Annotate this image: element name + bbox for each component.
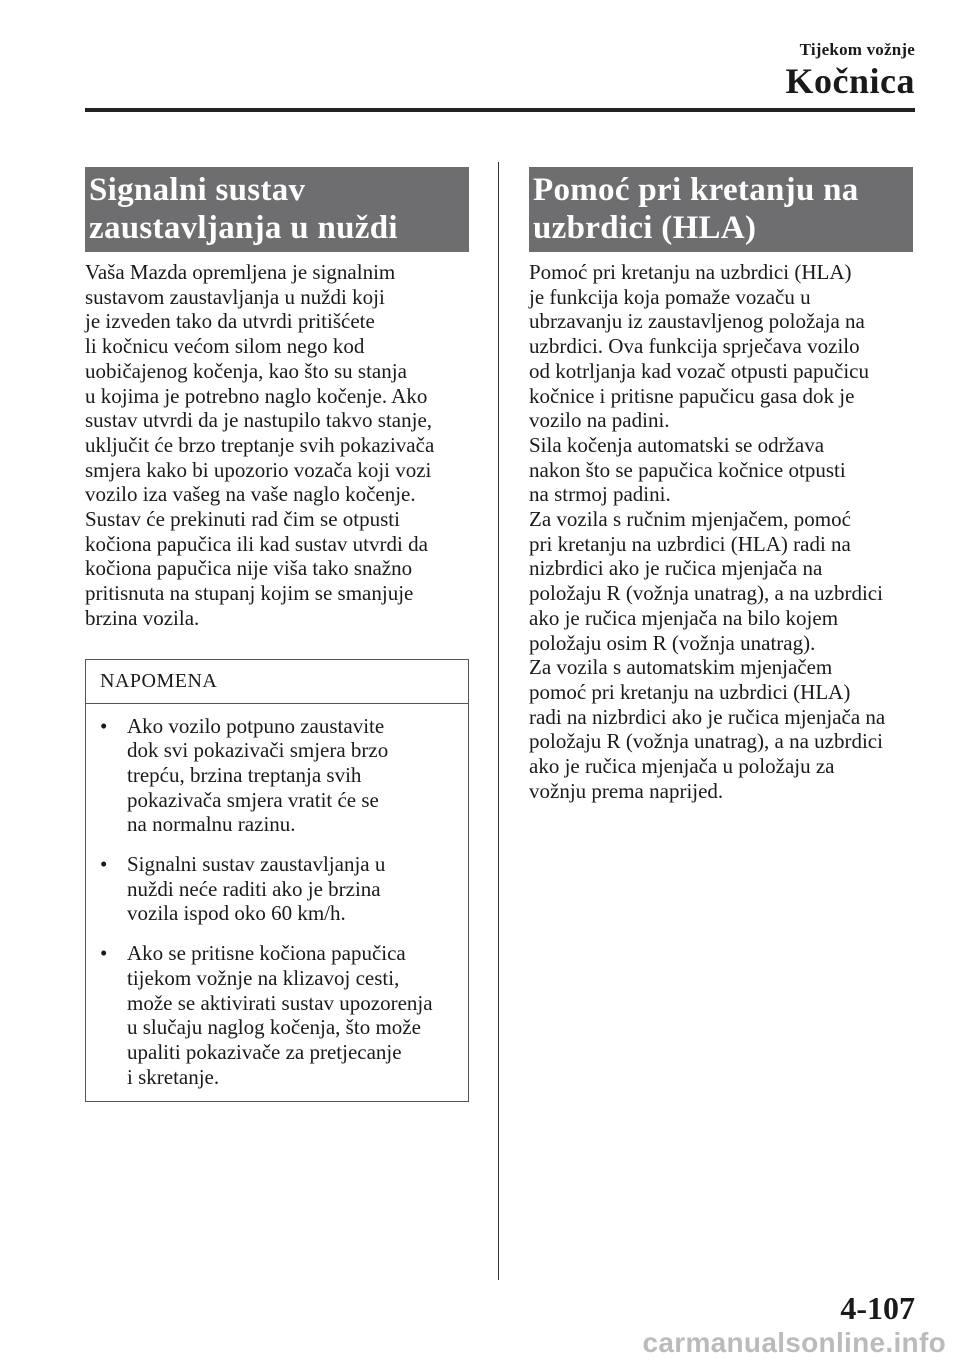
text-line: u kojima je potrebno naglo kočenje. Ako <box>85 383 428 408</box>
bullet-icon: • <box>100 713 108 738</box>
text-line: na normalnu razinu. <box>127 812 296 837</box>
text-line: vozilo na padini. <box>529 408 670 433</box>
note-item-text <box>127 852 454 926</box>
bullet-icon: • <box>100 852 108 877</box>
text-line: vožnju prema naprijed. <box>529 778 724 803</box>
text-line: ako je ručica mjenjača na bilo kojem <box>529 605 839 630</box>
text-line: od kotrljanja kad vozač otpusti papučicu <box>529 358 869 383</box>
section-body-hill-launch-assist <box>529 260 913 803</box>
text-line: nizbrdici ako je ručica mjenjača na <box>529 556 823 581</box>
note-item <box>100 941 454 1089</box>
section-body-emergency-stop-signal <box>85 260 469 631</box>
text-line: položaju R (vožnja unatrag), a na uzbrdici <box>529 581 883 606</box>
text-line: i skretanje. <box>127 1064 220 1089</box>
text-line: uobičajenog kočenja, kao što su stanja <box>85 358 407 383</box>
text-line: kočnice i pritisne papučicu gasa dok je <box>529 383 855 408</box>
text-line: na strmoj padini. <box>529 482 671 507</box>
text-line: kočiona papučica ili kad sustav utvrdi da <box>85 531 428 556</box>
text-line: nakon što se papučica kočnice otpusti <box>529 457 846 482</box>
text-line: pritisnuta na stupanj kojim se smanjuje <box>85 581 414 606</box>
column-divider <box>498 162 499 1280</box>
text-line: sustavom zaustavljanja u nuždi koji <box>85 284 385 309</box>
text-line: uzbrdici. Ova funkcija sprječava vozilo <box>529 334 860 359</box>
text-line: ako je ručica mjenjača u položaju za <box>529 754 835 779</box>
text-line: dok svi pokazivači smjera brzo <box>127 738 389 763</box>
text-line: u slučaju naglog kočenja, što može <box>127 1015 421 1040</box>
note-item <box>100 852 454 926</box>
text-line: je funkcija koja pomaže vozaču u <box>529 284 811 309</box>
right-column <box>529 167 913 803</box>
text-line: Signalni sustav zaustavljanja u <box>127 852 386 877</box>
text-line: trepću, brzina treptanja svih <box>127 762 362 787</box>
note-box <box>85 659 469 1103</box>
heading-line: zaustavljanja u nuždi <box>89 210 398 246</box>
text-line: Sila kočenja automatski se održava <box>529 432 825 457</box>
header-section-label: Tijekom vožnje <box>799 40 915 59</box>
text-line: ubrzavanju iz zaustavljenog položaja na <box>529 309 865 334</box>
text-line: položaju R (vožnja unatrag), a na uzbrdici <box>529 729 883 754</box>
text-line: brzina vozila. <box>85 605 200 630</box>
text-line: upaliti pokazivače za pretjecanje <box>127 1039 402 1064</box>
text-line: Ako se pritisne kočiona papučica <box>127 941 406 966</box>
text-line: je izveden tako da utvrdi pritišćete <box>85 309 375 334</box>
text-line: tijekom vožnje na klizavoj cesti, <box>127 965 400 990</box>
text-line: kočiona papučica nije viša tako snažno <box>85 556 413 581</box>
text-line: li kočnicu većom silom nego kod <box>85 334 365 359</box>
text-line: smjera kako bi upozorio vozača koji vozi <box>85 457 432 482</box>
header-rule <box>85 108 915 112</box>
left-column <box>85 167 469 1102</box>
section-heading-hill-launch-assist <box>529 167 913 252</box>
note-item-text <box>127 941 454 1089</box>
note-title: NAPOMENA <box>86 660 468 704</box>
text-line: položaju osim R (vožnja unatrag). <box>529 630 816 655</box>
text-line: radi na nizbrdici ako je ručica mjenjača na <box>529 704 886 729</box>
text-line: Sustav će prekinuti rad čim se otpusti <box>85 507 400 532</box>
text-line: uključit će brzo treptanje svih pokazivača <box>85 432 435 457</box>
footer-watermark: carmanualsonline.info <box>642 1327 946 1358</box>
bullet-icon: • <box>100 941 108 966</box>
text-line: sustav utvrdi da je nastupilo takvo stanje, <box>85 408 433 433</box>
text-line: Ako vozilo potpuno zaustavite <box>127 713 385 738</box>
note-item <box>100 714 454 838</box>
text-line: Pomoć pri kretanju na uzbrdici (HLA) <box>529 260 852 284</box>
text-line: pokazivača smjera vratit će se <box>127 787 379 812</box>
heading-line: Signalni sustav <box>89 172 306 208</box>
page-number: 4-107 <box>840 1290 915 1326</box>
note-list <box>86 704 468 1102</box>
text-line: Vaša Mazda opremljena je signalnim <box>85 260 396 284</box>
text-line: Za vozila s ručnim mjenjačem, pomoć <box>529 507 851 532</box>
heading-line: Pomoć pri kretanju na <box>533 172 859 208</box>
text-line: vozila ispod oko 60 km/h. <box>127 901 346 926</box>
text-line: može se aktivirati sustav upozorenja <box>127 990 433 1015</box>
text-line: vozilo iza vašeg na vaše naglo kočenje. <box>85 482 416 507</box>
text-line: nuždi neće raditi ako je brzina <box>127 876 381 901</box>
text-line: pomoć pri kretanju na uzbrdici (HLA) <box>529 679 851 704</box>
note-item-text <box>127 714 454 838</box>
section-heading-emergency-stop-signal <box>85 167 469 252</box>
heading-line: uzbrdici (HLA) <box>533 210 757 246</box>
page-title: Kočnica <box>785 61 915 101</box>
text-line: Za vozila s automatskim mjenjačem <box>529 655 833 680</box>
text-line: pri kretanju na uzbrdici (HLA) radi na <box>529 531 851 556</box>
